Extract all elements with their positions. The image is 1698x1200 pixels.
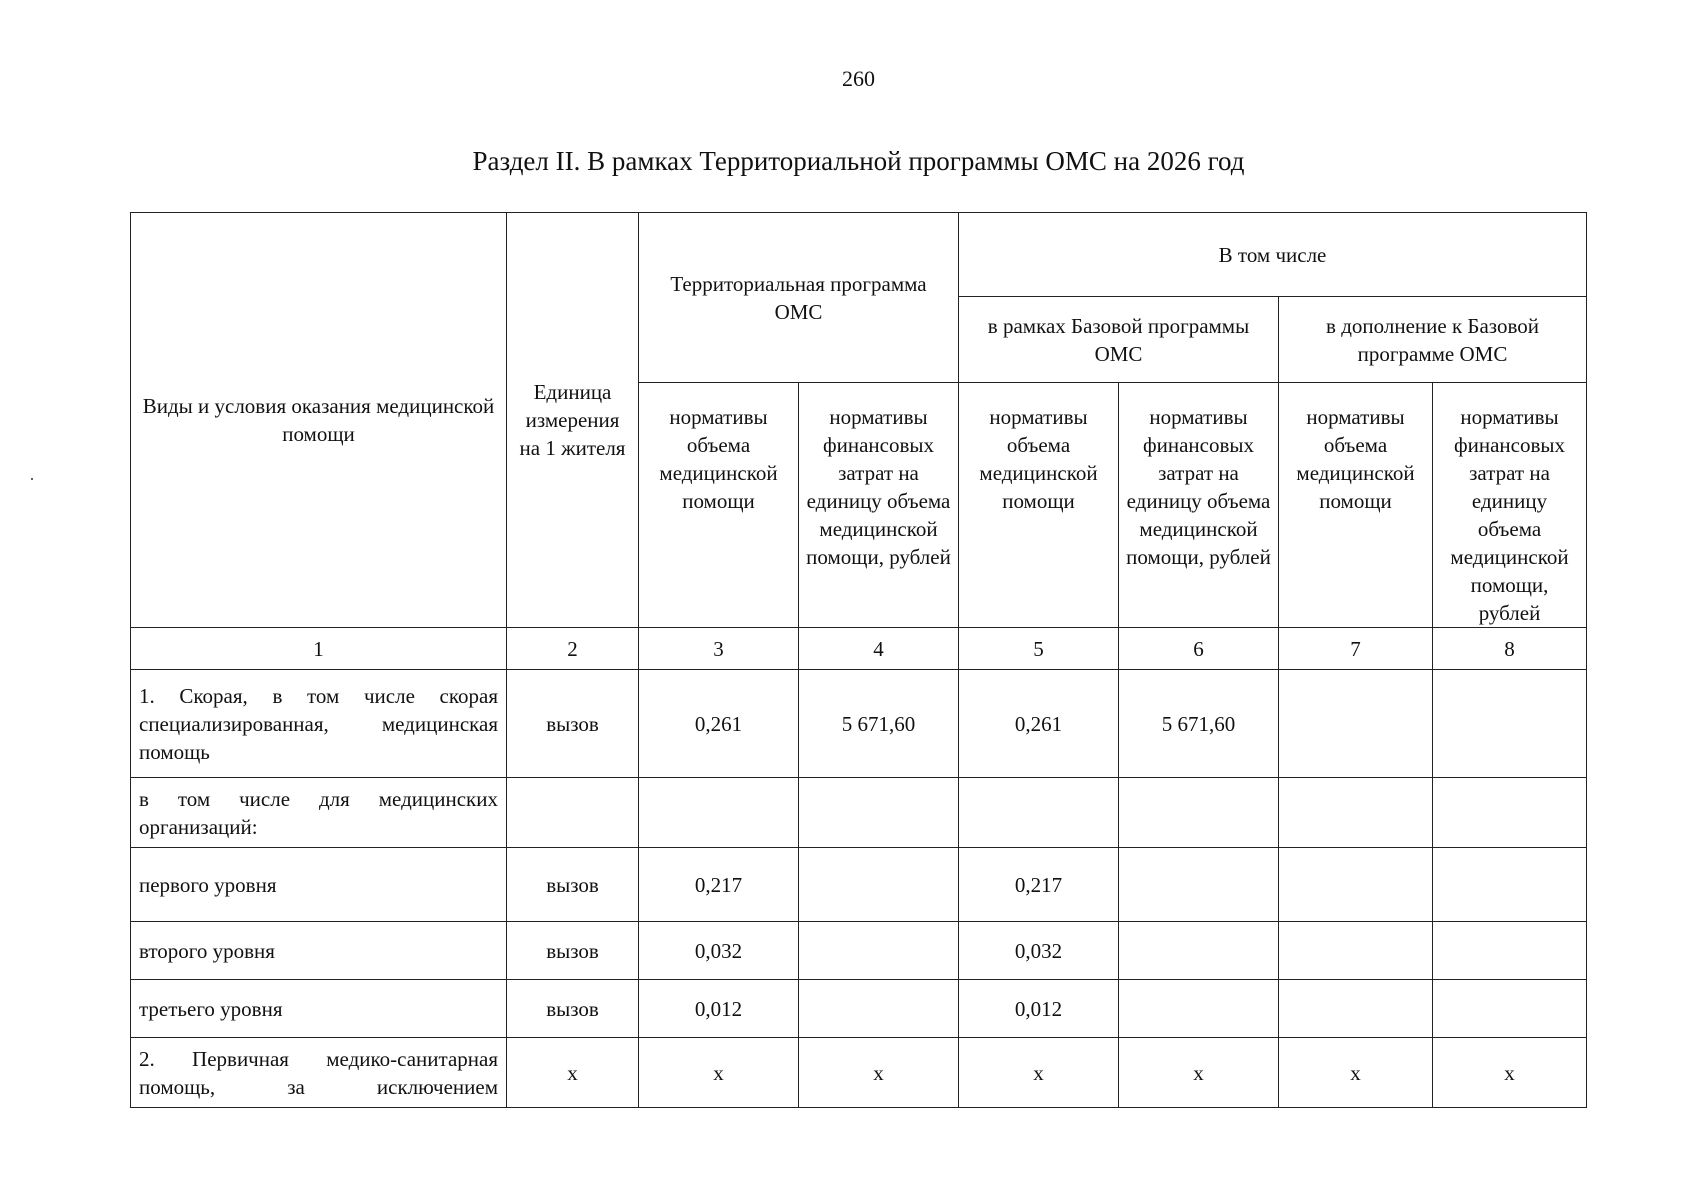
table-cell: х bbox=[1119, 1038, 1279, 1108]
table-cell bbox=[1433, 922, 1587, 980]
table-cell bbox=[639, 778, 799, 848]
header-cost-norm-additional: нормативы финансовых затрат на единицу объема медицинской помощи, рублей bbox=[1433, 383, 1587, 628]
header-cost-norm-base: нормативы финансовых затрат на единицу объема медицинской помощи, рублей bbox=[1119, 383, 1279, 628]
table-cell bbox=[1433, 980, 1587, 1038]
table-cell: 0,012 bbox=[639, 980, 799, 1038]
table-row bbox=[131, 670, 1587, 778]
table-cell bbox=[1119, 980, 1279, 1038]
table-cell: вызов bbox=[507, 980, 639, 1038]
table-cell bbox=[1433, 670, 1587, 778]
table-cell bbox=[1279, 670, 1433, 778]
table-cell: вызов bbox=[507, 922, 639, 980]
header-unit: Единица измерения на 1 жителя bbox=[507, 213, 639, 628]
header-cost-norm-territorial: нормативы финансовых затрат на единицу объема медицинской помощи, рублей bbox=[799, 383, 959, 628]
header-base-program: в рамках Базовой программы ОМС bbox=[959, 297, 1279, 383]
table-cell: вызов bbox=[507, 848, 639, 922]
table-cell: х bbox=[507, 1038, 639, 1108]
section-title: Раздел II. В рамках Территориальной программы ОМС на 2026 год bbox=[472, 146, 1245, 176]
table-row bbox=[131, 980, 1587, 1038]
table-cell: 0,032 bbox=[959, 922, 1119, 980]
row-label: в том числе для медицинских организаций: bbox=[131, 778, 507, 848]
table-cell bbox=[1279, 778, 1433, 848]
table-cell bbox=[1433, 778, 1587, 848]
table-cell: 0,217 bbox=[639, 848, 799, 922]
column-number-row bbox=[131, 628, 1587, 670]
row-label: 2. Первичная медико-санитарная помощь, за исключением bbox=[131, 1038, 507, 1108]
column-number: 4 bbox=[799, 628, 959, 670]
table-cell: 0,217 bbox=[959, 848, 1119, 922]
table-cell: 0,012 bbox=[959, 980, 1119, 1038]
table-cell bbox=[799, 778, 959, 848]
row-label: второго уровня bbox=[131, 922, 507, 980]
table-cell bbox=[1279, 848, 1433, 922]
table-cell bbox=[1119, 778, 1279, 848]
table-cell: х bbox=[1433, 1038, 1587, 1108]
row-label: 1. Скорая, в том числе скорая специализированная, медицинская помощь bbox=[131, 670, 507, 778]
header-types-of-care: Виды и условия оказания медицинской помощи bbox=[131, 213, 507, 628]
normatives-table bbox=[130, 212, 1587, 1108]
table-cell: х bbox=[1279, 1038, 1433, 1108]
table-cell: 0,261 bbox=[959, 670, 1119, 778]
table-cell: 0,261 bbox=[639, 670, 799, 778]
table-cell: х bbox=[799, 1038, 959, 1108]
column-number: 3 bbox=[639, 628, 799, 670]
table-cell: 5 671,60 bbox=[1119, 670, 1279, 778]
page-number: 260 bbox=[842, 66, 875, 91]
table-row bbox=[131, 848, 1587, 922]
table-cell bbox=[1433, 848, 1587, 922]
header-additional-program: в дополнение к Базовой программе ОМС bbox=[1279, 297, 1587, 383]
table-cell bbox=[1279, 980, 1433, 1038]
header-row-1 bbox=[131, 213, 1587, 297]
column-number: 6 bbox=[1119, 628, 1279, 670]
column-number: 8 bbox=[1433, 628, 1587, 670]
table-cell: 5 671,60 bbox=[799, 670, 959, 778]
table-cell bbox=[959, 778, 1119, 848]
column-number: 1 bbox=[131, 628, 507, 670]
header-including: В том числе bbox=[959, 213, 1587, 297]
table-cell bbox=[1119, 922, 1279, 980]
table-cell: х bbox=[959, 1038, 1119, 1108]
column-number: 7 bbox=[1279, 628, 1433, 670]
scan-speck bbox=[31, 478, 33, 480]
header-volume-norm-base: нормативы объема медицинской помощи bbox=[959, 383, 1119, 628]
table-cell bbox=[507, 778, 639, 848]
row-label: первого уровня bbox=[131, 848, 507, 922]
table-cell bbox=[799, 848, 959, 922]
table-cell bbox=[799, 922, 959, 980]
row-label: третьего уровня bbox=[131, 980, 507, 1038]
table-cell bbox=[1119, 848, 1279, 922]
table-row bbox=[131, 778, 1587, 848]
table-cell: 0,032 bbox=[639, 922, 799, 980]
table-row bbox=[131, 922, 1587, 980]
header-territorial-program: Территориальная программа ОМС bbox=[639, 213, 959, 383]
table-cell: вызов bbox=[507, 670, 639, 778]
header-volume-norm-additional: нормативы объема медицинской помощи bbox=[1279, 383, 1433, 628]
column-number: 2 bbox=[507, 628, 639, 670]
header-volume-norm-territorial: нормативы объема медицинской помощи bbox=[639, 383, 799, 628]
table-cell: х bbox=[639, 1038, 799, 1108]
table-cell bbox=[799, 980, 959, 1038]
table-cell bbox=[1279, 922, 1433, 980]
table-row bbox=[131, 1038, 1587, 1108]
column-number: 5 bbox=[959, 628, 1119, 670]
